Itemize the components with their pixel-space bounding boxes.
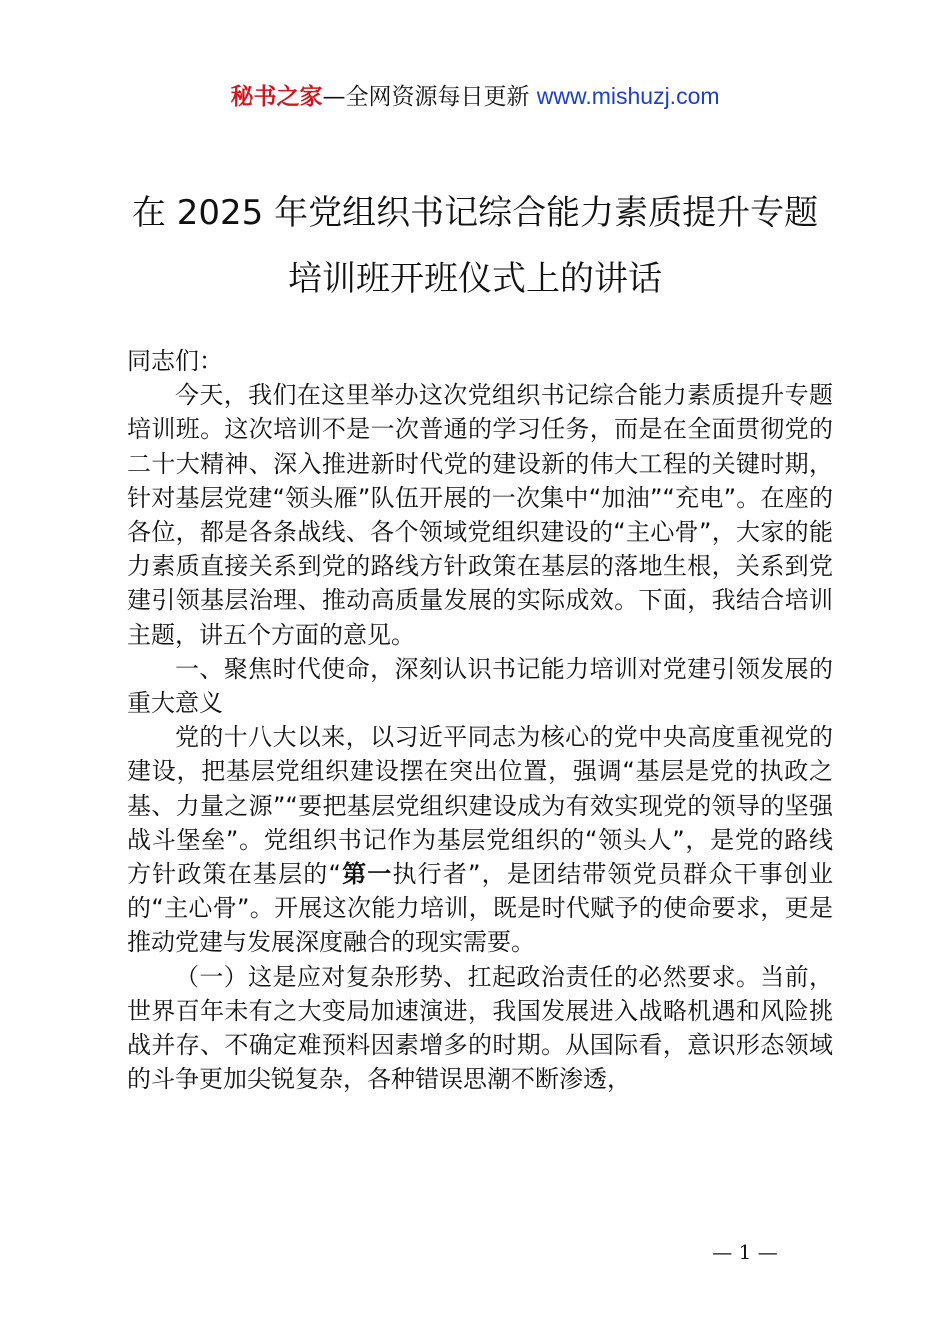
intro-paragraph: 今天，我们在这里举办这次党组织书记综合能力素质提升专题培训班。这次培训不是一次普通的学习任务，而是在全面贯彻党的二十大精神、深入推进新时代党的建设新的伟大工程的关键时期，针对基层党建“领头雁”队伍开展的一次集中“加油”“充电”。在座的各位，都是各条战线、各个领域党组织建设的“主心骨”，大家的能力素质直接关系到党的路线方针政策在基层的落地生根，关系到党建引领基层治理、推动高质量发展的实际成效。下面，我结合培训主题，讲五个方面的意见。 [127,381,833,649]
document-title [100,180,850,312]
section-heading-1: 一、聚焦时代使命，深刻认识书记能力培训对党建引领发展的重大意义 [127,654,833,718]
subsection-1-paragraph: （一）这是应对复杂形势、扛起政治责任的必然要求。当前，世界百年未有之大变局加速演进，我国发展进入战略机遇和风险挑战并存、不确定难预料因素增多的时期。从国际看，意识形态领域的斗争更加尖锐复杂，各种错误思潮不断渗透， [127,962,833,1094]
site-banner [0,80,950,113]
site-brand: 秘书之家 [230,84,323,110]
section-1-text-a: 党的十八大以来，以习近平同志为核心的党中央高度重视党的建设，把基层党组织建设摆在突出位置，强调“基层是党的执政之基、力量之源”“要把基层党组织建设成为有效实现党的领导的坚强战斗堡垒”。党组织书记作为基层党组织的“领头人”，是党的路线方针政策在基层的“ [127,723,833,889]
title-line-2: 培训班开班仪式上的讲话 [288,259,662,299]
site-tagline: —全网资源每日更新 [322,84,537,110]
section-1-bold-text: 第一 [340,860,393,889]
page-number: — 1 — [712,1240,778,1264]
site-url-link[interactable]: www.mishuzj.com [536,83,720,109]
salutation: 同志们： [127,347,223,375]
section-1-paragraph [127,720,833,959]
document-body [127,344,833,1096]
section-1-text-b: 执行者”，是团结带领党员群众干事创业的“主心骨”。开展这次能力培训，既是时代赋予的使命要求，更是推动党建与发展深度融合的现实需要。 [127,860,834,957]
title-line-1: 在 2025 年党组织书记综合能力素质提升专题 [131,193,819,233]
